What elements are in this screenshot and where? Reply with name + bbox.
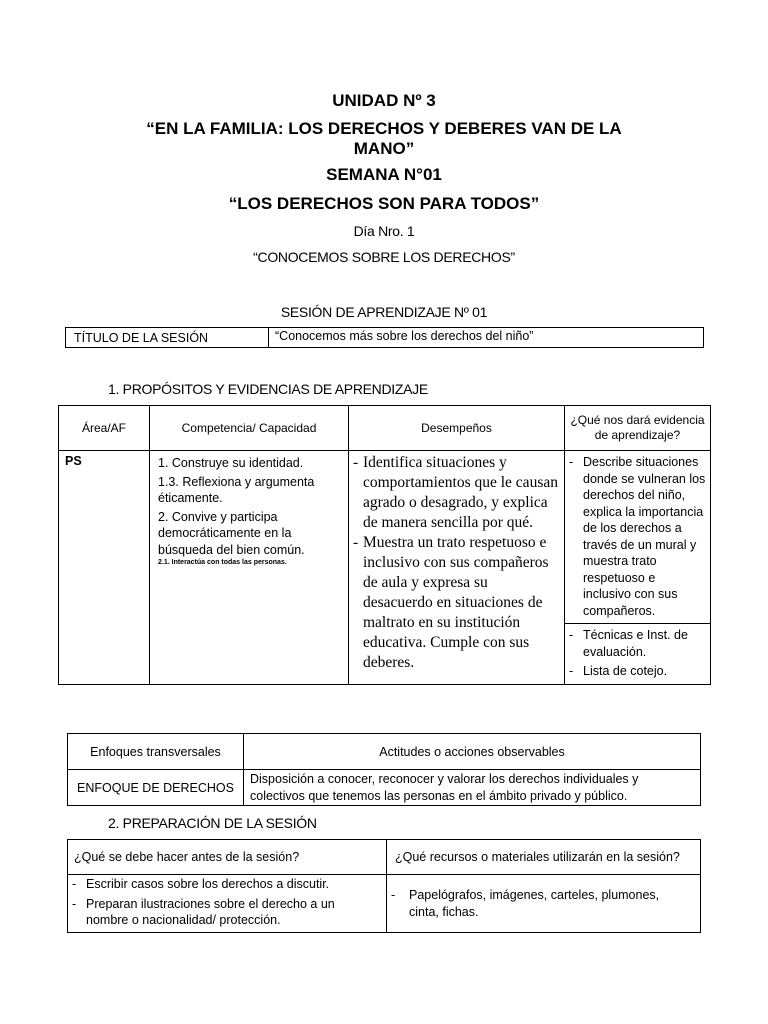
- enfoque-name: ENFOQUE DE DERECHOS: [68, 770, 244, 806]
- desempeno-item: - Muestra un trato respetuoso e inclusivo con sus compañeros de aula y expresa su desacuerdo en situaciones de maltrato en su institución educativa. Cumple con sus deberes.: [349, 533, 558, 673]
- evidencia-cell: [565, 451, 711, 624]
- recursos-header: ¿Qué recursos o materiales utilizarán en la sesión?: [387, 840, 701, 875]
- evidencia-item: - Describe situaciones donde se vulneran los derechos del niño, explica la importancia de los derechos a través de un mural y muestra trato respetuoso e inclusivo con sus compañeros.: [565, 454, 706, 619]
- section2-heading: 2. PREPARACIÓN DE LA SESIÓN: [108, 815, 317, 831]
- instrumento-item: - Lista de cotejo.: [565, 663, 706, 680]
- title-label: TÍTULO DE LA SESIÓN: [66, 328, 269, 348]
- desempeno-item: - Identifica situaciones y comportamientos que le causan agrado o desagrado, y explica de manera sencilla por qué.: [349, 453, 558, 533]
- antes-item: - Escribir casos sobre los derechos a discutir.: [68, 876, 380, 893]
- area-value: PS: [59, 451, 150, 685]
- title-value: “Conocemos más sobre los derechos del niño”: [269, 328, 704, 348]
- purposes-table: [58, 405, 711, 685]
- antes-cell: [68, 875, 387, 933]
- recursos-cell: [387, 875, 701, 933]
- actitudes-header: Actitudes o acciones observables: [244, 734, 701, 770]
- day-number: Día Nro. 1: [353, 223, 415, 239]
- header-evidencia: ¿Qué nos dará evidencia de aprendizaje?: [565, 406, 711, 451]
- recursos-list: [387, 887, 692, 920]
- competencia-item: 1. Construye su identidad.: [158, 456, 304, 470]
- session-title: SESIÓN DE APRENDIZAJE Nº 01: [280, 304, 488, 320]
- instrumentos-cell: [565, 624, 711, 685]
- week-title: “LOS DERECHOS SON PARA TODOS”: [228, 194, 540, 213]
- enfoques-header: Enfoques transversales: [68, 734, 244, 770]
- antes-list: [68, 876, 380, 929]
- competencia-item: 1.3. Reflexiona y argumenta éticamente.: [158, 474, 315, 505]
- unit-title-line1: “EN LA FAMILIA: LOS DERECHOS Y DEBERES VAN DE LA: [146, 119, 622, 138]
- competencias-cell: [150, 451, 349, 685]
- header-area: Área/AF: [59, 406, 150, 451]
- antes-item: - Preparan ilustraciones sobre el derecho a un nombre o nacionalidad/ protección.: [68, 896, 380, 929]
- day-title: “CONOCEMOS SOBRE LOS DERECHOS”: [253, 249, 515, 265]
- unit-title-line2: MANO”: [353, 139, 415, 158]
- session-title-table: [65, 327, 704, 348]
- header-competencia: Competencia/ Capacidad: [150, 406, 349, 451]
- unit-title: [0, 119, 768, 159]
- unit-number: UNIDAD Nº 3: [332, 91, 436, 110]
- instrumento-item: - Técnicas e Inst. de evaluación.: [565, 627, 706, 660]
- desempenos-cell: [349, 451, 565, 685]
- enfoques-table: [67, 733, 701, 806]
- competencia-item: 2. Convive y participa democráticamente en la búsqueda del bien común.: [158, 509, 305, 557]
- recursos-item: - Papelógrafos, imágenes, carteles, plumones, cinta, fichas.: [387, 887, 692, 920]
- enfoque-description: Disposición a conocer, reconocer y valorar los derechos individuales y colectivos que tenemos las personas en el ámbito privado y público.: [244, 770, 701, 806]
- antes-header: ¿Qué se debe hacer antes de la sesión?: [68, 840, 387, 875]
- desempenos-list: [349, 453, 558, 673]
- preparation-table: [67, 839, 701, 933]
- header-desempenos: Desempeños: [349, 406, 565, 451]
- competencia-small: 2.1. Interactúa con todas las personas.: [158, 559, 287, 566]
- section1-heading: 1. PROPÓSITOS Y EVIDENCIAS DE APRENDIZAJE: [108, 381, 428, 397]
- instrumentos-list: [565, 627, 706, 680]
- week-number: SEMANA N°01: [326, 165, 442, 184]
- evidencia-list: [565, 454, 706, 619]
